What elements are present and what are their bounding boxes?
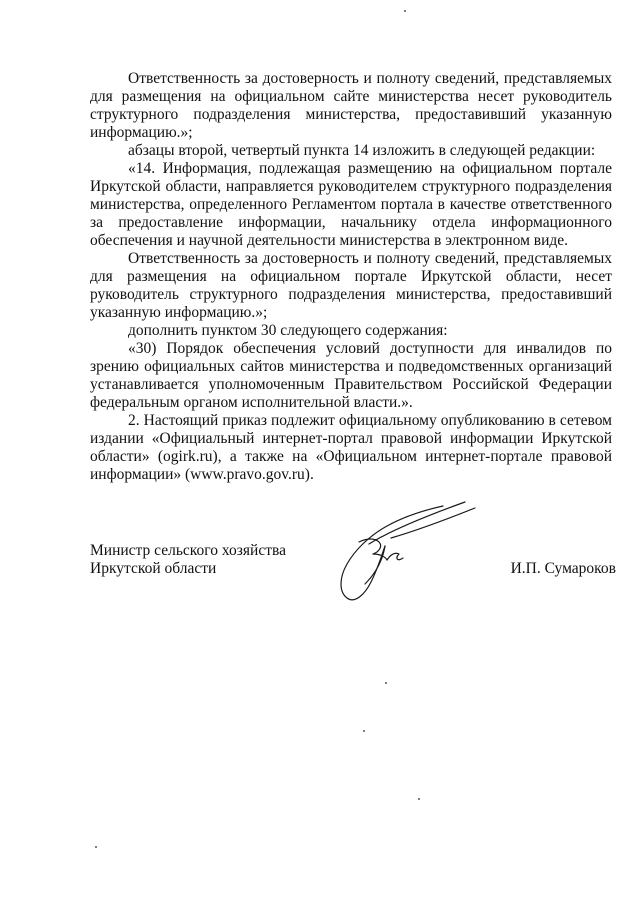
signatory-name: И.П. Сумароков	[510, 560, 616, 577]
paragraph-publication: 2. Настоящий приказ подлежит официальному опубликованию в сетевом издании «Официальный интернет-портал правовой информации Иркутской области» (ogirk.ru), а также на «Официальном интернет-портале правовой информации» (www.pravo.gov.ru).	[90, 412, 612, 483]
paragraph-responsibility-portal: Ответственность за достоверность и полноту сведений, представляемых для размещения на официальном портале Иркутской области, несет руководитель структурного подразделения министерства, предоставивший указанную информацию.»;	[90, 250, 612, 321]
paragraph-amend-point-14: абзацы второй, четвертый пункта 14 изложить в следующей редакции:	[128, 142, 596, 159]
paragraph-point-30: «30) Порядок обеспечения условий доступности для инвалидов по зрению официальных сайтов министерства и подведомственных организаций устанавливается уполномоченным Правительством Российской Федерации федеральным органом исполнительной власти.».	[90, 340, 612, 411]
paragraph-point-14: «14. Информация, подлежащая размещению на официальном портале Иркутской области, направляется руководителем структурного подразделения министерства, определенного Регламентом портала в качестве ответственного за предоставление информации, начальнику отдела информационного обеспечения и научной деятельности министерства в электронном виде.	[90, 160, 612, 249]
paragraph-responsibility-site: Ответственность за достоверность и полноту сведений, представляемых для размещения на официальном сайте министерства несет руководитель структурного подразделения министерства, предоставивший указанную информацию.»;	[90, 70, 612, 141]
signatory-position	[90, 542, 290, 578]
signatory-position-line1: Министр сельского хозяйства	[90, 542, 286, 559]
signatory-position-line2: Иркутской области	[90, 560, 217, 577]
scan-speck	[363, 730, 365, 732]
paragraph-add-point-30: дополнить пунктом 30 следующего содержания:	[128, 322, 448, 339]
document-body	[90, 70, 612, 484]
scan-speck	[95, 846, 97, 848]
scan-speck	[418, 798, 420, 800]
scan-speck	[404, 10, 406, 12]
scan-speck	[385, 682, 387, 684]
handwritten-signature-icon	[325, 498, 485, 606]
